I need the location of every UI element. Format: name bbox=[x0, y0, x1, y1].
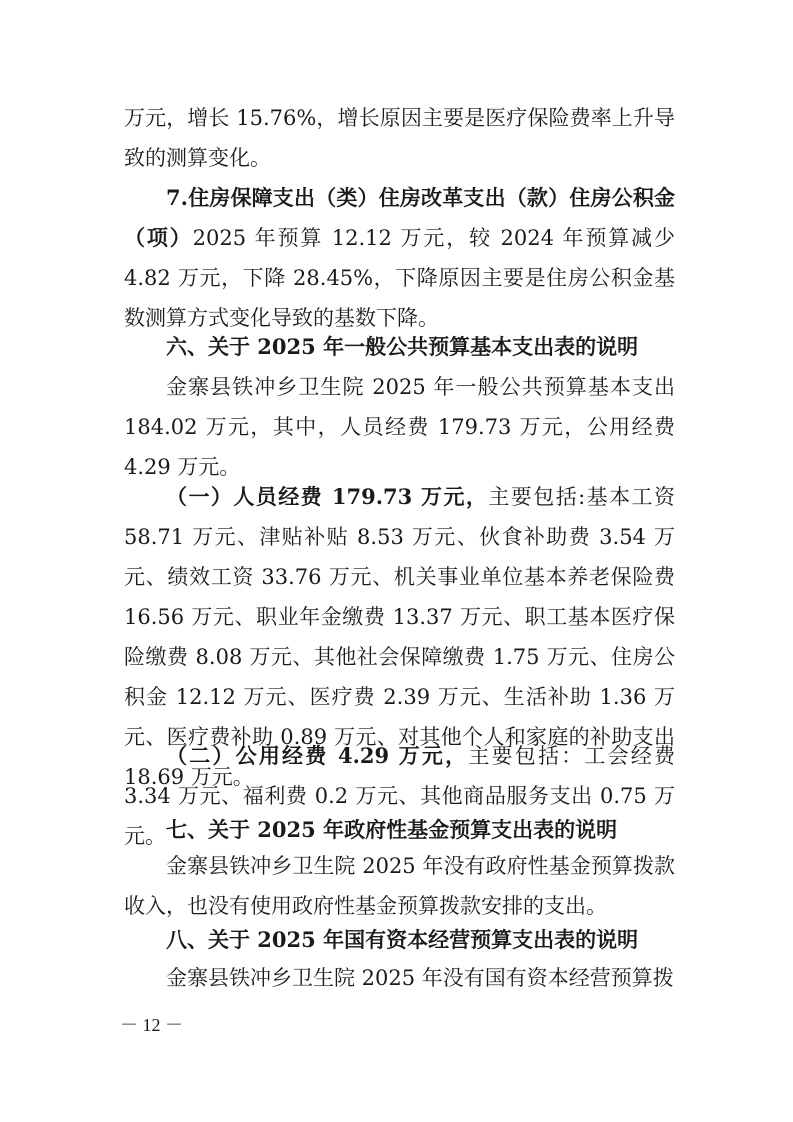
section-heading-7: 七、关于 2025 年政府性基金预算支出表的说明 bbox=[166, 817, 618, 842]
paragraph-insurance-continued: 万元，增长 15.76%，增长原因主要是医疗保险费率上升导致的测算变化。 bbox=[124, 106, 675, 170]
paragraph-government-fund: 金寨县铁冲乡卫生院 2025 年没有政府性基金预算拨款收入，也没有使用政府性基金预算拨款安排的支出。 bbox=[124, 854, 675, 918]
public-expenses-text: 主要包括：工会经费 3.34 万元、福利费 0.2 万元、其他商品服务支出 0.75 万元。 bbox=[124, 744, 675, 848]
housing-fund-heading: 7.住房保障支出（类）住房改革支出（款）住房公积金（项） bbox=[124, 185, 675, 250]
personnel-expenses-text: 主要包括:基本工资 58.71 万元、津贴补贴 8.53 万元、伙食补助费 3.54 万元、绩效工资 33.76 万元、机关事业单位基本养老保险费 16.56 万元、职业年金缴费 13.37 万元、职工基本医疗保险缴费 8.08 万元、其他社会保障缴费 1.75 万元、住房公积金 12.12 万元、医疗费 2.39 万元、生活补助 1.36 万元、医疗费补助 0.89 万元、对其他个人和家庭的补助支出 18.69 万元。 bbox=[124, 485, 676, 789]
paragraph-housing-fund bbox=[124, 178, 675, 338]
personnel-expenses-heading: （一）人员经费 179.73 万元， bbox=[166, 484, 489, 509]
housing-fund-text: 2025 年预算 12.12 万元，较 2024 年预算减少 4.82 万元，下降 28.45%，下降原因主要是住房公积金基数测算方式变化导致的基数下降。 bbox=[124, 226, 675, 330]
paragraph-basic-expenditure: 金寨县铁冲乡卫生院 2025 年一般公共预算基本支出 184.02 万元，其中，人员经费 179.73 万元，公用经费 4.29 万元。 bbox=[124, 375, 675, 479]
section-heading-8: 八、关于 2025 年国有资本经营预算支出表的说明 bbox=[166, 927, 639, 952]
page-number: － 12 － bbox=[120, 1015, 183, 1035]
public-expenses-heading: （二）公用经费 4.29 万元， bbox=[166, 743, 469, 768]
section-heading-6: 六、关于 2025 年一般公共预算基本支出表的说明 bbox=[166, 334, 639, 359]
paragraph-state-capital: 金寨县铁冲乡卫生院 2025 年没有国有资本经营预算拨 bbox=[166, 966, 674, 990]
